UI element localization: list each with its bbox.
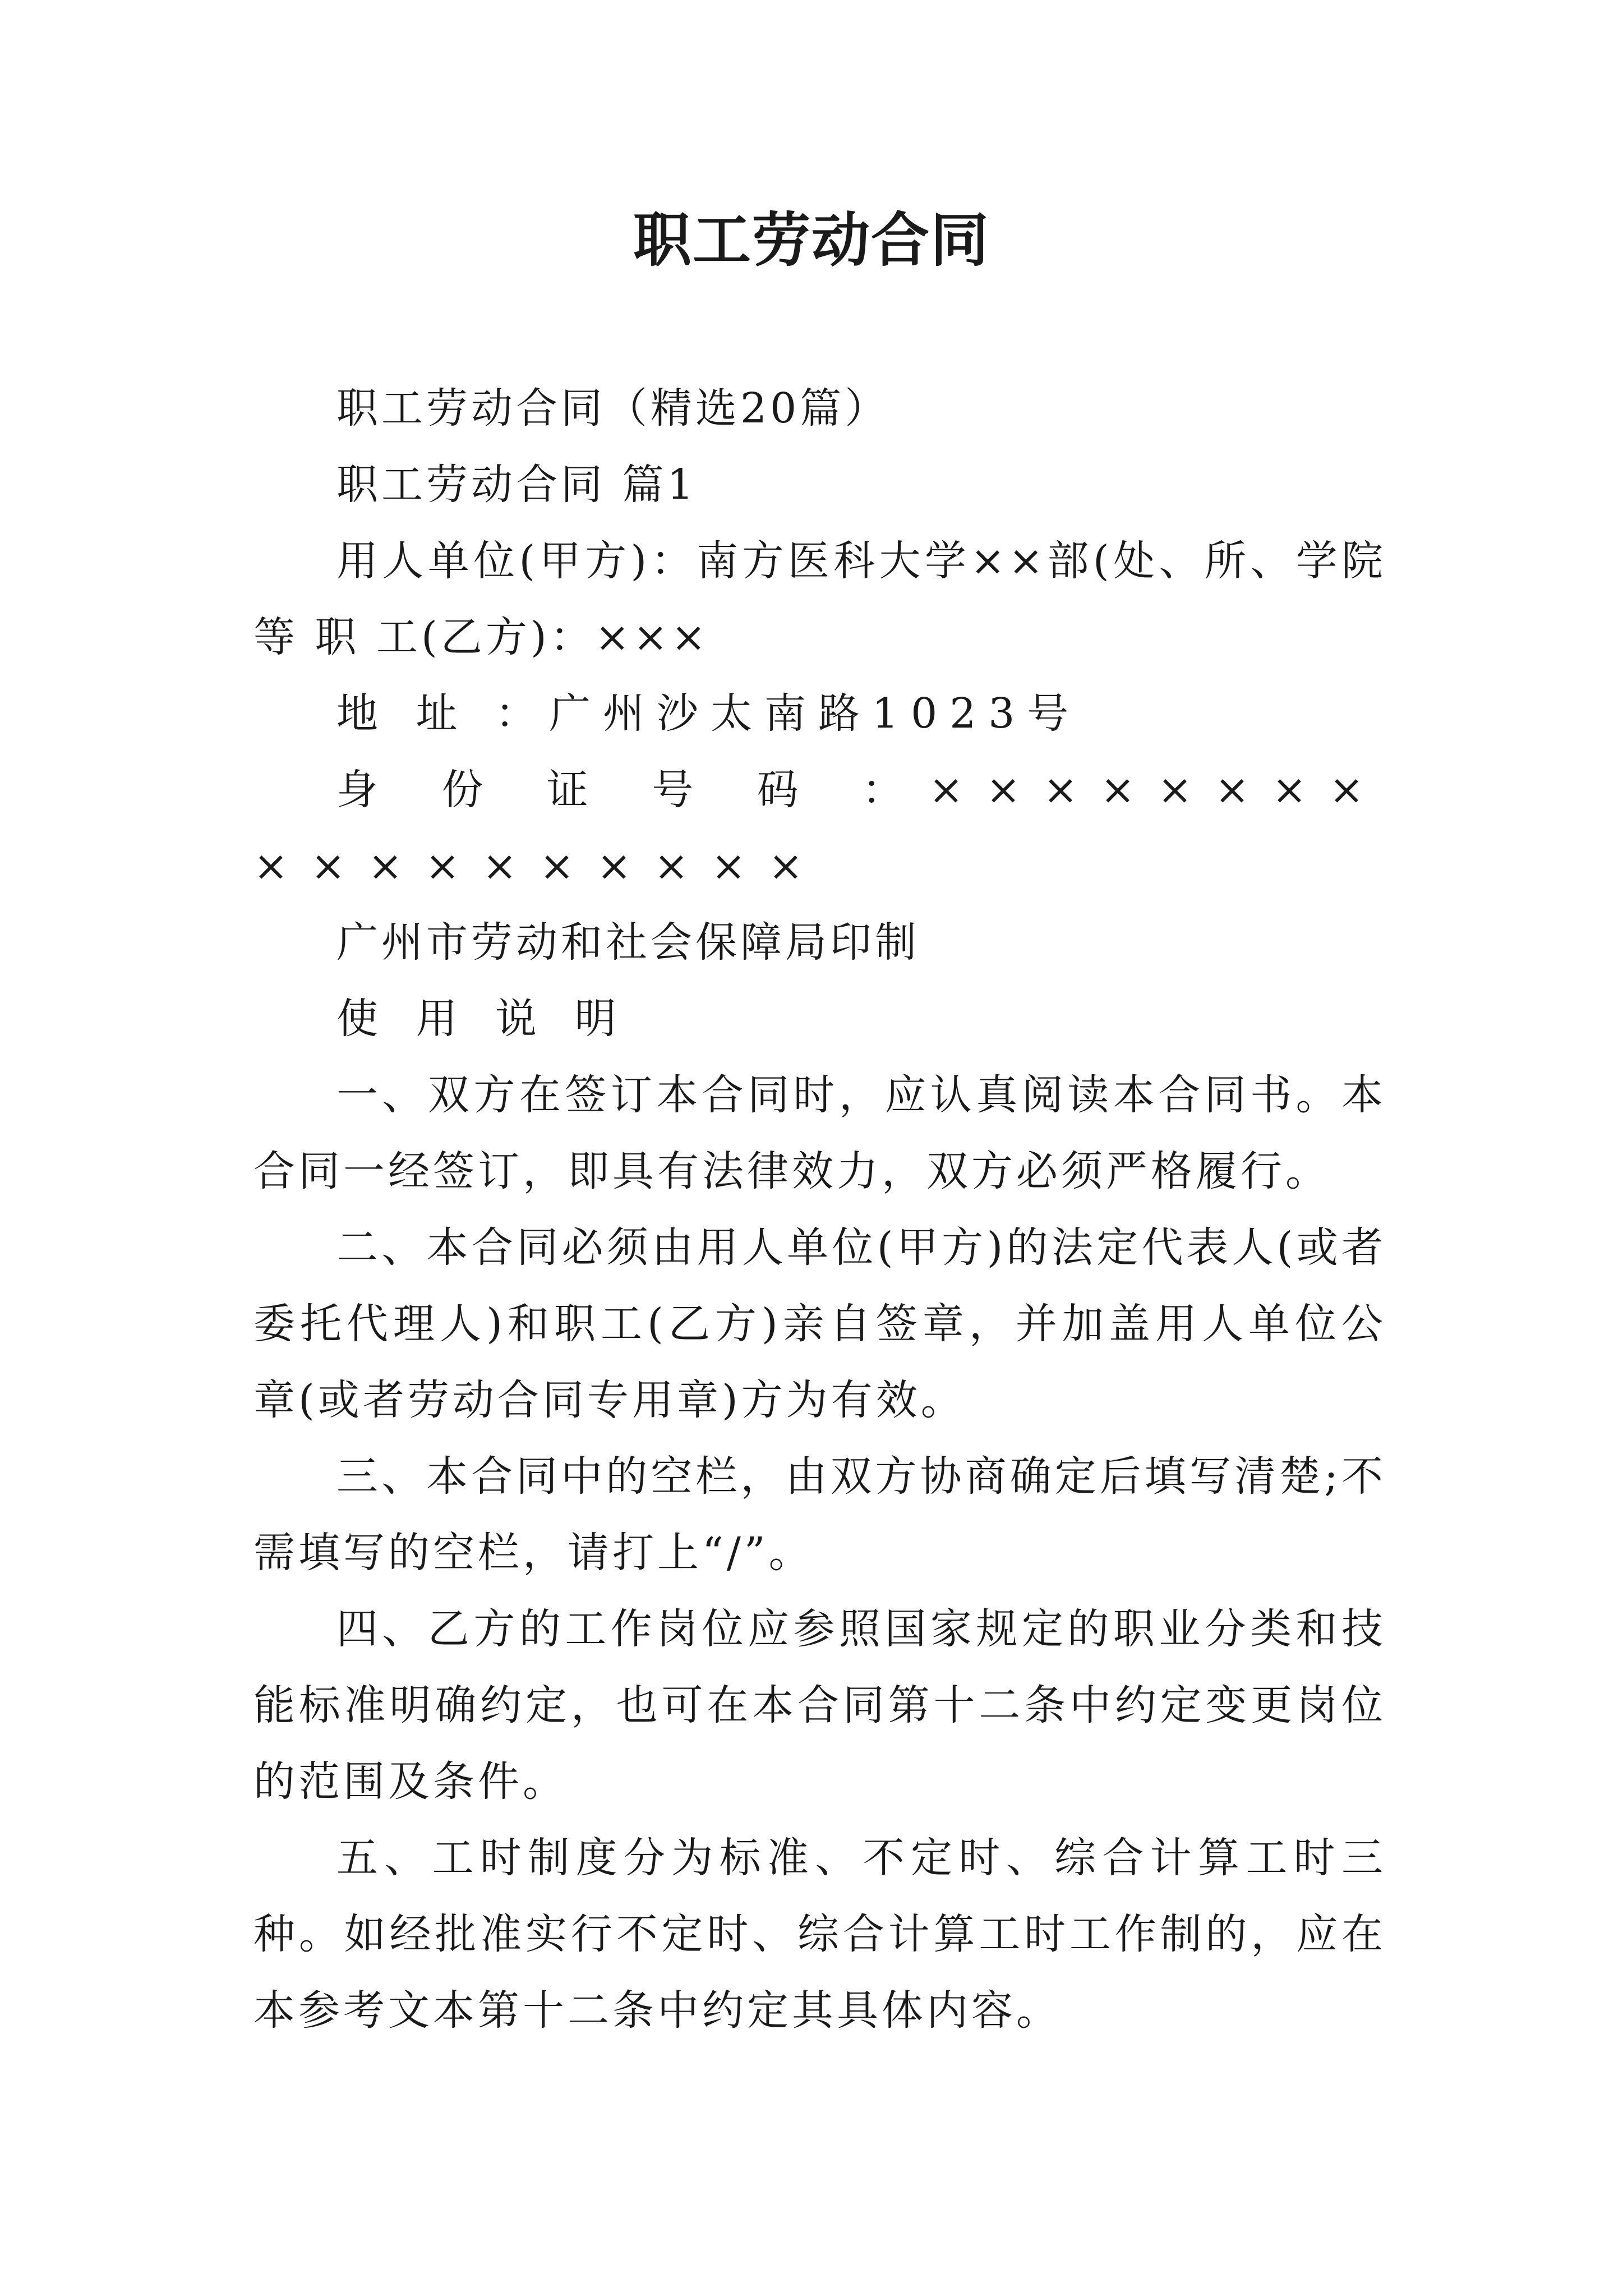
paragraph-instruction-4: 四、乙方的工作岗位应参照国家规定的职业分类和技能标准明确约定，也可在本合同第十二条中约定变更岗位的范围及条件。 [253, 1605, 1386, 1806]
paragraph-section-heading: 职工劳动合同 篇1 [336, 461, 697, 509]
paragraph-instructions-heading: 使 用 说 明 [336, 995, 629, 1043]
document-title: 职工劳动合同 [633, 205, 990, 274]
paragraph-id-number: 身 份 证 号 码 ：×××××××××××××××××× [253, 766, 1386, 890]
paragraph-instruction-3: 三、本合同中的空栏，由双方协商确定后填写清楚;不需填写的空栏，请打上“/”。 [253, 1452, 1386, 1577]
document-body [253, 370, 1386, 2049]
paragraph-employer: 用人单位(甲方)：南方医科大学××部(处、所、学院等 职 工(乙方)：××× [253, 537, 1386, 661]
paragraph-subtitle: 职工劳动合同（精选20篇） [336, 384, 890, 432]
paragraph-publisher: 广州市劳动和社会保障局印制 [336, 918, 920, 967]
paragraph-instruction-1: 一、双方在签订本合同时，应认真阅读本合同书。本合同一经签订，即具有法律效力，双方必须严格履行。 [253, 1071, 1386, 1195]
paragraph-instruction-2: 二、本合同必须由用人单位(甲方)的法定代表人(或者委托代理人)和职工(乙方)亲自签章，并加盖用人单位公章(或者劳动合同专用章)方为有效。 [253, 1223, 1386, 1424]
paragraph-address: 地 址 ：广州沙太南路1023号 [336, 689, 1081, 738]
paragraph-instruction-5: 五、工时制度分为标准、不定时、综合计算工时三种。如经批准实行不定时、综合计算工时工作制的，应在本参考文本第十二条中约定其具体内容。 [253, 1834, 1386, 2035]
